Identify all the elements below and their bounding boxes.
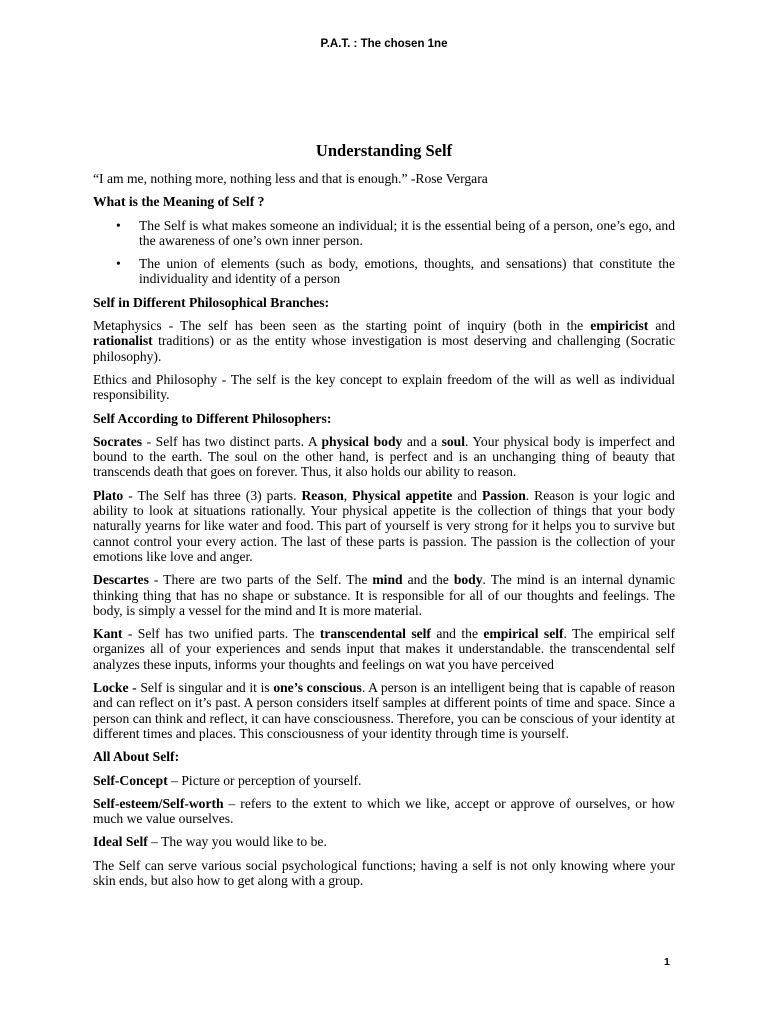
descartes-text-2: and the (402, 572, 454, 588)
empiricist-term: empiricist (590, 318, 649, 334)
ones-conscious-term: one’s conscious (273, 680, 362, 696)
locke-name: Locke - (93, 680, 141, 696)
descartes-text-3: . The mind is an internal dynamic thinking thing that has no shape or substance. It is responsible for all of our thoughts and feelings. The body, is simply a vessel for the mind and It is more material. (93, 572, 675, 618)
meaning-bullet-1: • The Self is what makes someone an individual; it is the essential being of a person, one’s ego, and the awareness of one’s own inner person. (139, 218, 675, 249)
plato-text-2: , (343, 487, 353, 503)
plato-name: Plato (93, 487, 124, 503)
socrates-paragraph (93, 434, 675, 480)
soul-term: soul (441, 433, 466, 449)
meaning-list (93, 218, 675, 287)
metaphysics-text-1: Metaphysics - The self has been seen as the starting point of inquiry (both in the (93, 318, 591, 334)
page-number: 1 (664, 956, 670, 968)
physical-appetite-term: Physical appetite (352, 487, 453, 503)
mind-term: mind (372, 572, 403, 588)
socrates-text-2: and a (402, 433, 442, 449)
closing-paragraph: The Self can serve various social psychological functions; having a self is not only knowing where your skin ends, but also how to get along with a group. (93, 857, 675, 888)
philosophers-heading: Self According to Different Philosophers: (93, 410, 332, 426)
plato-text-4: . Reason is your logic and ability to look at situations rationally. Your physical appetite is the collection of things that your body naturally yearns for like water and food. This part of yourself is very strong for it helps you to survive but cannot control your every action. The last of these parts is passion. The passion is the collection of your emotions like love and anger. (93, 487, 675, 564)
self-concept-text: – Picture or perception of yourself. (167, 772, 362, 788)
body-term: body (453, 572, 483, 588)
ideal-self-term: Ideal Self (93, 834, 148, 850)
physical-body-term: physical body (321, 433, 403, 449)
socrates-text-3: . Your physical body is imperfect and bound to the earth. The soul on the other hand, is perfect and is an unchanging thing of beauty that transcends death that goes on forever. Thus, it also holds our ability to reason. (93, 433, 675, 480)
empirical-self-term: empirical self (483, 626, 564, 642)
document-title: Understanding Self (315, 141, 453, 160)
page-header: P.A.T. : The chosen 1ne (320, 38, 448, 50)
ethics-paragraph: Ethics and Philosophy - The self is the key concept to explain freedom of the will as well as individual responsibility. (93, 371, 675, 403)
locke-text-2: . A person is an intelligent being that is capable of reason and can reflect on it’s past. A person considers itself samples at different points of time and space. Since a person can think and reflect, it can have consciousness. Therefore, you can be conscious of your identity at different times and places. This consciousness of your identity through time is yourself. (93, 680, 675, 741)
descartes-name: Descartes (93, 572, 149, 588)
meaning-heading: What is the Meaning of Self ? (93, 194, 265, 210)
plato-text-3: and (452, 487, 482, 503)
descartes-text-1: - There are two parts of the Self. The (148, 572, 373, 588)
descartes-paragraph (93, 572, 675, 618)
passion-term: Passion (481, 487, 526, 503)
kant-text-2: and the (430, 626, 484, 642)
document-body (93, 141, 675, 896)
kant-text-3: . The empirical self organizes all of your experiences and sends input that makes it understandable. the transcendental self analyzes these inputs, informs your thoughts and feelings on wat you have perceived (93, 626, 675, 672)
self-concept-term: Self-Concept (93, 772, 168, 788)
plato-paragraph (93, 488, 675, 564)
self-esteem-paragraph (93, 796, 675, 827)
socrates-name: Socrates (93, 433, 143, 449)
ideal-self-text: – The way you would like to be. (147, 834, 327, 850)
locke-paragraph (93, 680, 675, 741)
kant-text-1: - Self has two unified parts. The (122, 626, 320, 642)
branches-heading: Self in Different Philosophical Branches: (93, 294, 330, 310)
plato-text-1: - The Self has three (3) parts. (123, 487, 302, 503)
kant-name: Kant (93, 626, 123, 642)
meaning-bullet-2: • The union of elements (such as body, emotions, thoughts, and sensations) that constitute the individuality and identity of a person (139, 256, 675, 287)
kant-paragraph (93, 626, 675, 672)
metaphysics-paragraph (93, 318, 675, 364)
rationalist-term: rationalist (93, 333, 153, 349)
self-concept-paragraph (93, 773, 675, 788)
transcendental-self-term: transcendental self (319, 626, 431, 642)
self-esteem-text: – refers to the extent to which we like, accept or approve of ourselves, or how much we value ourselves. (93, 795, 675, 827)
about-heading: All About Self: (93, 749, 180, 765)
socrates-text-1: - Self has two distinct parts. A (142, 433, 322, 449)
opening-quote: “I am me, nothing more, nothing less and that is enough.” -Rose Vergara (93, 171, 488, 186)
locke-text-1: Self is singular and it is (140, 680, 274, 696)
ideal-self-paragraph (93, 834, 675, 849)
metaphysics-text-2: and (648, 318, 675, 334)
metaphysics-text-3: traditions) or as the entity whose investigation is most deserving and challenging (Socratic philosophy). (93, 333, 675, 364)
reason-term: Reason (301, 487, 344, 503)
self-esteem-term: Self-esteem/Self-worth (93, 795, 224, 811)
